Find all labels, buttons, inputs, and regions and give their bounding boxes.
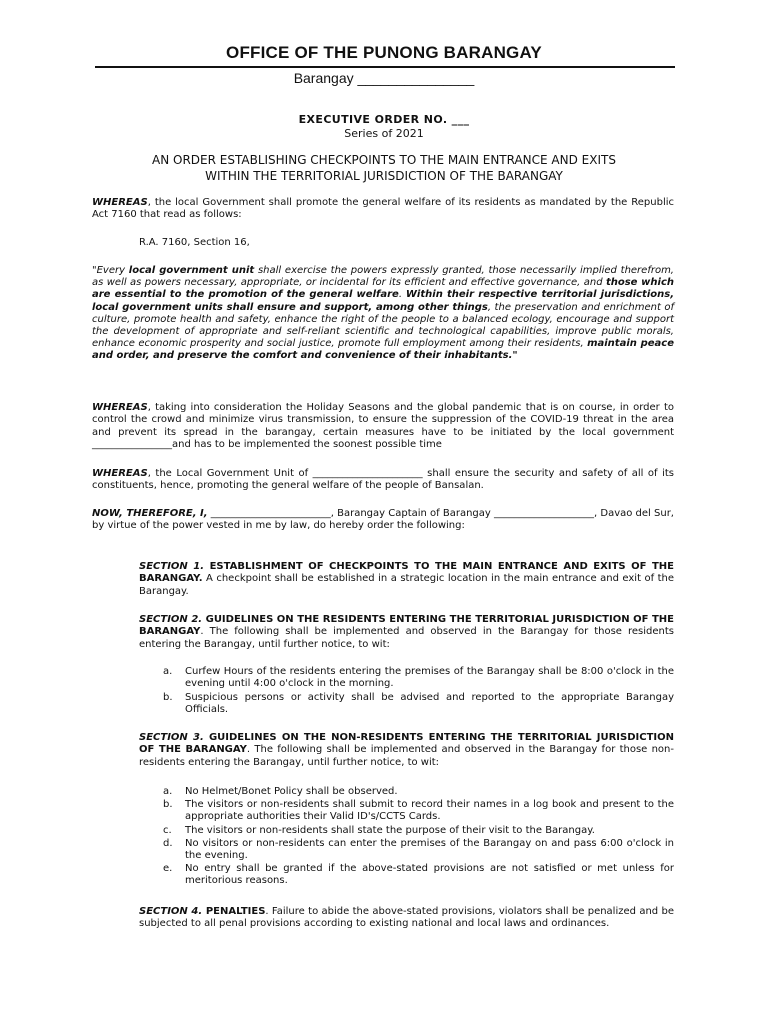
whereas-label: WHEREAS (92, 402, 148, 413)
executive-order-number: EXECUTIVE ORDER NO. ___ (298, 113, 470, 126)
now-therefore-label: NOW, THEREFORE, I, (92, 508, 208, 519)
section-text: A checkpoint shall be established in a strategic location in the main entrance and exit of the Barangay. (139, 573, 674, 597)
order-title (60, 152, 708, 184)
list-item (163, 825, 674, 837)
list-item-text: No Helmet/Bonet Policy shall be observed. (185, 786, 398, 797)
quote-emphasis: local government unit (128, 265, 255, 276)
list-item (163, 799, 674, 824)
list-item (163, 863, 674, 888)
section-heading: PENALTIES (202, 906, 266, 917)
whereas-paragraph-3 (92, 468, 674, 493)
quote-emphasis: Within their respective territorial jurisdictions, local government units shall ensure and support, among other things (92, 289, 675, 313)
section-label: SECTION 3. (139, 732, 204, 743)
whereas-paragraph-1 (92, 197, 674, 222)
quote-part: shall exercise the powers expressly granted, those necessarily implied therefrom, as well as powers necessary, appropriate, or incidental for its efficient and effective governance, and (92, 265, 674, 289)
list-marker: a. (163, 666, 173, 677)
list-item-text: No entry shall be granted if the above-stated provisions are not satisfied or met unless for meritorious reasons. (185, 863, 674, 887)
section-3 (139, 732, 674, 769)
section-text: . The following shall be implemented and observed in the Barangay for those residents entering the Barangay, until further notice, to wit: (139, 626, 674, 650)
section-4 (139, 906, 674, 931)
list-item (163, 692, 674, 717)
list-marker: a. (163, 786, 173, 797)
quote-part: . (398, 289, 406, 301)
section-1 (139, 561, 674, 598)
quoted-provision (92, 265, 674, 363)
whereas-text: , taking into consideration the Holiday Seasons and the global pandemic that is on course, in order to control the crowd and minimize virus transmission, to ensure the suppression of the COVID-19 threat in the area and prevent its spread in the barangay, certain measures have to be initiated by the local government ________________and has to be implemented the soonest possible time (92, 402, 674, 451)
order-title-line-1: AN ORDER ESTABLISHING CHECKPOINTS TO THE MAIN ENTRANCE AND EXITS (152, 153, 616, 167)
whereas-text: , the Local Government Unit of ______________________ shall ensure the security and safety of all of its constituents, hence, promoting the general welfare of the people of Bansalan. (92, 468, 674, 492)
section-heading: ESTABLISHMENT OF CHECKPOINTS TO THE MAIN ENTRANCE AND EXITS OF THE BARANGAY. (139, 561, 674, 585)
section-2 (139, 614, 674, 651)
list-item (163, 838, 674, 863)
list-item-text: No visitors or non-residents can enter the premises of the Barangay on and pass 6:00 o'clock in the evening. (185, 838, 674, 862)
whereas-paragraph-2 (92, 402, 674, 452)
quote-emphasis: those which are essential to the promotion of the general welfare (92, 277, 674, 301)
list-marker: d. (163, 838, 173, 849)
list-item-text: Curfew Hours of the residents entering the premises of the Barangay shall be 8:00 o'clock in the evening until 4:00 o'clock in the morning. (185, 666, 674, 690)
series-year: Series of 2021 (344, 127, 424, 140)
now-therefore-text: ________________________, Barangay Captain of Barangay ____________________, Davao del Sur, by virtue of the power vested in me by law, do hereby order the following: (92, 508, 674, 532)
section-label: SECTION 4. (139, 906, 203, 917)
list-item (163, 666, 674, 691)
list-marker: e. (163, 863, 173, 874)
list-item-text: Suspicious persons or activity shall be advised and reported to the appropriate Barangay Officials. (185, 692, 674, 716)
order-title-line-2: WITHIN THE TERRITORIAL JURISDICTION OF THE BARANGAY (205, 169, 563, 183)
section-text: . Failure to abide the above-stated provisions, violators shall be penalized and be subjected to all penal provisions according to existing national and local laws and ordinances. (139, 906, 674, 930)
list-marker: b. (163, 799, 173, 810)
whereas-label: WHEREAS (92, 468, 148, 479)
office-title: OFFICE OF THE PUNONG BARANGAY (226, 43, 542, 62)
barangay-line: Barangay _______________ (293, 70, 475, 86)
header-rule (95, 66, 675, 68)
list-item (163, 786, 674, 798)
list-marker: b. (163, 692, 173, 703)
list-item-text: The visitors or non-residents shall submit to record their names in a log book and present to the appropriate authorities their Valid ID's/CCTS Cards. (185, 799, 674, 823)
section-text: . The following shall be implemented and observed in the Barangay for those non-residents entering the Barangay, until further notice, to wit: (139, 744, 674, 768)
ra-reference: R.A. 7160, Section 16, (139, 237, 250, 248)
quote-part: "Every (92, 265, 129, 276)
section-label: SECTION 1. (139, 561, 205, 572)
quote-emphasis: maintain peace and order, and preserve the comfort and convenience of their inhabitants." (92, 338, 675, 362)
whereas-label: WHEREAS (92, 197, 148, 208)
list-item-text: The visitors or non-residents shall state the purpose of their visit to the Barangay. (185, 825, 595, 836)
section-label: SECTION 2. (139, 614, 203, 625)
now-therefore-paragraph (92, 508, 674, 533)
whereas-text: , the local Government shall promote the general welfare of its residents as mandated by the Republic Act 7160 that read as follows: (92, 197, 674, 221)
quote-part: , the preservation and enrichment of culture, promote health and safety, enhance the right of the people to a balanced ecology, encourage and support the development of appropriate and self-reliant scientific and technological capabilities, improve public morals, enhance economic prosperity and social justice, promote full employment among their residents, (92, 301, 675, 350)
section-heading: GUIDELINES ON THE NON-RESIDENTS ENTERING THE TERRITORIAL JURISDICTION OF THE BARANGAY (139, 732, 674, 756)
list-marker: c. (163, 825, 172, 836)
section-heading: GUIDELINES ON THE RESIDENTS ENTERING THE TERRITORIAL JURISDICTION OF THE BARANGAY (139, 614, 674, 638)
